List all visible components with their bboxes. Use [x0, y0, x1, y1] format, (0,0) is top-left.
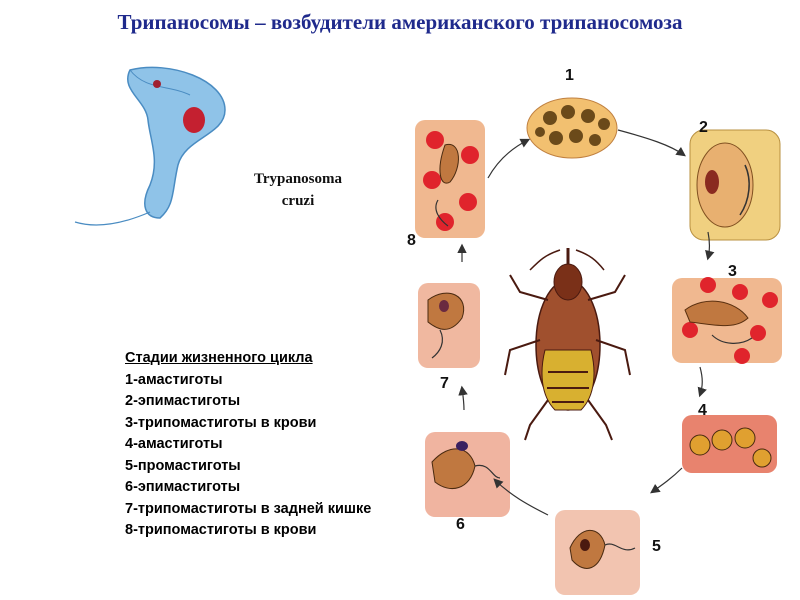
- legend-heading: Стадии жизненного цикла: [125, 350, 313, 366]
- page-title: Трипаносомы – возбудители американского трипаносомоза: [117, 10, 683, 34]
- legend-item: 2-эпимастиготы: [125, 393, 241, 409]
- legend-item: 4-амастиготы: [125, 436, 223, 452]
- stage-number-6: 6: [456, 516, 465, 533]
- legend-item: 6-эпимастиготы: [125, 479, 241, 495]
- stage-5-promastigotes: [555, 510, 640, 595]
- trypanosoma-cruzi-drawing: [75, 67, 225, 225]
- arrow-1-to-2: [618, 130, 684, 155]
- species-epithet: cruzi: [281, 193, 315, 209]
- stage-number-1: 1: [565, 67, 574, 84]
- triatomine-bug-drawing: [505, 248, 630, 440]
- species-genus: Trypanosoma: [253, 171, 343, 187]
- legend-item: 7-трипомастиготы в задней кишке: [125, 500, 372, 517]
- stage-7-hindgut-trypomastigotes: [418, 283, 480, 368]
- stage-6-epimastigotes: [425, 432, 510, 517]
- stage-number-5: 5: [652, 538, 661, 555]
- stage-4-amastigotes: [682, 415, 777, 473]
- arrow-8-to-1: [488, 140, 528, 178]
- stage-number-2: 2: [699, 119, 708, 136]
- arrow-4-to-5: [652, 468, 682, 492]
- stage-number-4: 4: [698, 402, 707, 419]
- stage-8-blood-trypomastigotes: [415, 120, 485, 238]
- arrow-2-to-3: [708, 232, 710, 258]
- stage-number-8: 8: [407, 232, 416, 249]
- stage-2-epimastigotes: [690, 130, 780, 240]
- arrow-6-to-7: [462, 388, 464, 410]
- arrow-3-to-4: [700, 367, 702, 395]
- stage-3-blood-trypomastigotes: [672, 277, 782, 364]
- stage-number-3: 3: [728, 263, 737, 280]
- species-label: [236, 168, 360, 212]
- stage-number-7: 7: [440, 375, 449, 392]
- legend-item: 5-промастиготы: [125, 457, 241, 474]
- legend-item: 8-трипомастиготы в крови: [125, 522, 317, 538]
- legend-item: 1-амастиготы: [125, 371, 223, 388]
- life-cycle-legend: [125, 348, 385, 542]
- stage-1-amastigotes: [527, 98, 617, 158]
- legend-item: 3-трипомастиготы в крови: [125, 414, 317, 431]
